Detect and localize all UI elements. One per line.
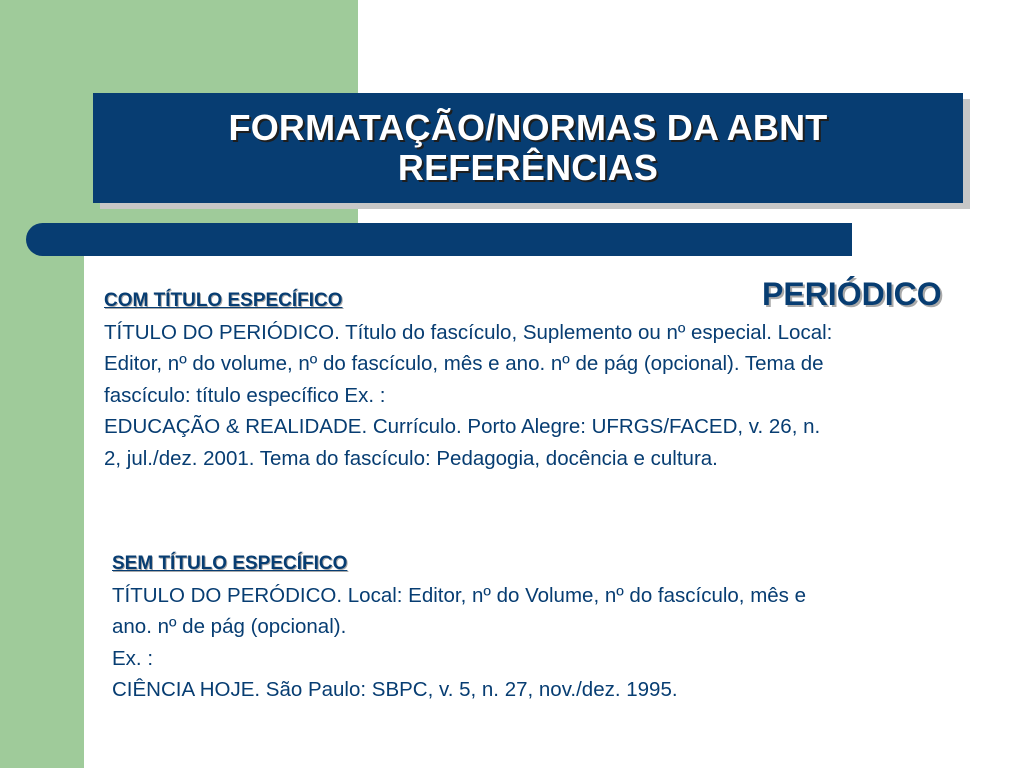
- body-line: Editor, nº do volume, nº do fascículo, mês e ano. nº de pág (opcional). Tema de: [104, 352, 824, 375]
- without-specific-title-section: [112, 548, 1002, 706]
- body-line: fascículo: título específico Ex. :: [104, 383, 386, 407]
- title-box: [93, 93, 963, 203]
- decorative-green-strip: [0, 228, 84, 768]
- with-specific-title-heading: COM TÍTULO ESPECÍFICO: [104, 290, 343, 311]
- body-line: 2, jul./dez. 2001. Tema do fascículo: Pedagogia, docência e cultura.: [104, 446, 718, 470]
- body-line: TÍTULO DO PERÓDICO. Local: Editor, nº do Volume, nº do fascículo, mês e: [112, 583, 807, 607]
- decorative-navy-bar: [26, 223, 852, 256]
- body-line: TÍTULO DO PERIÓDICO. Título do fascículo, Suplemento ou nº especial. Local:: [104, 320, 833, 344]
- body-line: EDUCAÇÃO & REALIDADE. Currículo. Porto Alegre: UFRGS/FACED, v. 26, n.: [104, 415, 821, 438]
- with-specific-title-section: [104, 285, 1020, 474]
- slide-title-line-2: REFERÊNCIAS: [397, 147, 659, 188]
- slide-title-line-1: FORMATAÇÃO/NORMAS DA ABNT: [228, 107, 828, 148]
- section-tag-periodico: PERIÓDICO: [762, 276, 942, 312]
- without-specific-title-heading: SEM TÍTULO ESPECÍFICO: [112, 553, 348, 574]
- body-line: CIÊNCIA HOJE. São Paulo: SBPC, v. 5, n. 27, nov./dez. 1995.: [112, 678, 678, 701]
- body-line: Ex. :: [112, 646, 154, 670]
- body-line: ano. nº de pág (opcional).: [112, 615, 347, 638]
